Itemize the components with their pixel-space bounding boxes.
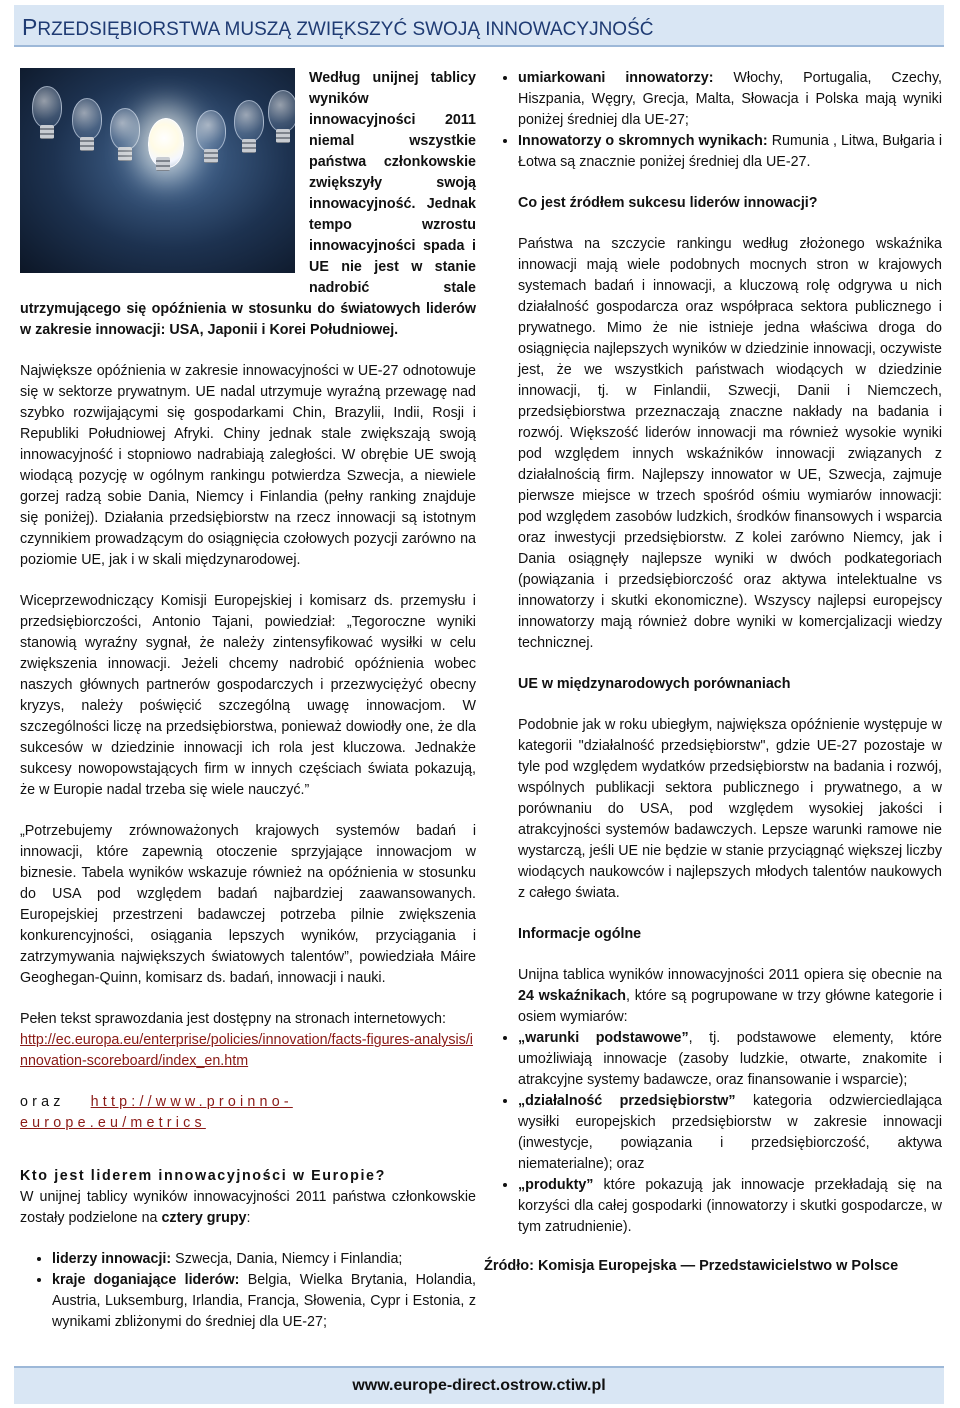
- list-item: • „warunki podstawowe”, tj. podstawowe elementy, które umożliwiają innowacje (zasoby ludzkie, otwarte, znakomite i atrakcyjne systemy badawcze, oraz finansowanie i wsparcie);: [518, 1028, 942, 1091]
- categories-list: [486, 1028, 942, 1238]
- source-note: Źródło: Komisja Europejska — Przedstawicielstwo w Polsce: [484, 1258, 899, 1274]
- paragraph: „Potrzebujemy zrównoważonych krajowych systemów badań i innowacji, które zapewnią otoczenie sprzyjające innowacjom w biznesie. Tabela wyników wskazuje również na opóźnienia w stosunku do USA pod względem badań najbardziej zaawansowanych. Europejskiej przestrzeni badawczej potrzeba pilnie zwiększenia konkurencyjności, osiągania lepszych wyników, przyciągania i zatrzymywania największych światowych talentów”, powiedziała Máire Geoghegan-Quinn, komisarz ds. badań, innowacji i nauki.: [20, 823, 476, 986]
- paragraph: Wiceprzewodniczący Komisji Europejskiej i komisarz ds. przemysłu i przedsiębiorczości, Antonio Tajani, powiedział: „Tegoroczne wyniki stanowią wyraźny sygnał, że należy zintensyfikować wysiłki w celu zwiększenia innowacji. Jeżeli chcemy nadrobić opóźnienia wobec naszych głównych partnerów gospodarczych i przezwyciężyć obecny kryzys, należy poświęcić szczególną uwagę innowacjom. W szczególności liczę na przedsiębiorstwa, ponieważ dowiodły one, że dla sukcesów w dziedzinie innowacji ich rola jest kluczowa. Jednakże sukcesy nowopowstających firm w innych częściach świata pokazują, że w Europie nadal trzeba się wiele nauczyć.”: [20, 593, 476, 798]
- groups-list: [20, 1249, 476, 1333]
- page-title: PRZEDSIĘBIORSTWA MUSZĄ ZWIĘKSZYĆ SWOJĄ INNOWACYJNOŚĆ: [22, 14, 654, 40]
- list-item: • liderzy innowacji: Szwecja, Dania, Niemcy i Finlandia;: [52, 1249, 476, 1270]
- metrics-link[interactable]: http://www.proinno-europe.eu/metrics: [20, 1094, 293, 1131]
- footer-link[interactable]: www.europe-direct.ostrow.ctiw.pl: [352, 1377, 606, 1394]
- paragraph: Pełen tekst sprawozdania jest dostępny na stronach internetowych:: [20, 1011, 446, 1027]
- list-item: • „produkty” które pokazują jak innowacje przekładają się na korzyści dla całej gospodarki (innowatorzy i skutki gospodarcze, w tym zatrudnienie).: [518, 1175, 942, 1238]
- bulb-icon: [196, 110, 226, 152]
- report-link[interactable]: http://ec.europa.eu/enterprise/policies/innovation/facts-figures-analysis/innovation-scoreboard/index_en.htm: [20, 1032, 473, 1069]
- bulb-icon: [72, 98, 102, 140]
- light-bulbs-photo: [20, 68, 295, 273]
- paragraph: Podobnie jak w roku ubiegłym, największa opóźnienie występuje w kategorii "działalność przedsiębiorstw", gdzie UE-27 pozostaje w tyle pod względem wydatków przedsiębiorstw na badania i rozwój, wspólnych publikacji sektora publicznego i prywatnego, a w porównaniu do USA, pod względem wysokiej jakości i atrakcyjności systemów badawczych. Lepsze warunki ramowe nie wystarczą, jeśli UE nie będzie w stanie przyciągnąć większej liczby wiodących naukowców i najlepszych młodych talentów naukowych z całego świata.: [518, 717, 942, 901]
- paragraph: W unijnej tablicy wyników innowacyjności 2011 państwa członkowskie zostały podzielone na cztery grupy:: [20, 1189, 476, 1226]
- groups-list-continued: [486, 68, 942, 173]
- bulb-icon: [32, 86, 62, 128]
- section-heading: Informacje ogólne: [518, 926, 642, 942]
- list-item: • „działalność przedsiębiorstw” kategoria odzwierciedlająca wysiłki europejskich przedsiębiorstw w zakresie innowacji (inwestycje, powiązania i przedsiębiorczość, aktywa niematerialne); oraz: [518, 1091, 942, 1175]
- bulb-icon: [268, 90, 295, 132]
- footer-bar: [14, 1366, 944, 1404]
- list-item: • Innowatorzy o skromnych wynikach: Rumunia , Litwa, Bułgaria i Łotwa są znacznie poniżej średniej dla UE-27.: [518, 131, 942, 173]
- bulb-icon: [110, 108, 140, 150]
- left-column: [20, 68, 476, 1333]
- header-bar: [14, 5, 944, 47]
- oraz-label: oraz: [20, 1094, 65, 1110]
- paragraph: Unijna tablica wyników innowacyjności 2011 opiera się obecnie na 24 wskaźnikach, które są pogrupowane w trzy główne kategorie i osiem wymiarów:: [518, 967, 942, 1025]
- list-item: • kraje doganiające liderów: Belgia, Wielka Brytania, Holandia, Austria, Luksemburg, Irlandia, Francja, Słowenia, Cypr i Estonia, z wynikami zbliżonymi do średniej dla UE-27;: [52, 1270, 476, 1333]
- lit-bulb-icon: [148, 118, 184, 168]
- section-heading: UE w międzynarodowych porównaniach: [518, 676, 791, 692]
- right-column: [484, 68, 943, 1274]
- section-heading: Co jest źródłem sukcesu liderów innowacji?: [518, 195, 818, 211]
- section-heading: Kto jest liderem innowacyjności w Europie?: [20, 1168, 386, 1184]
- paragraph: Największe opóźnienia w zakresie innowacyjności w UE-27 odnotowuje się w sektorze prywatnym. UE nadal utrzymuje wyraźną przewagę nad szybko rozwijającymi się gospodarkami Chin, Brazylii, Indii, Rosji i Republiki Południowej Afryki. Chiny jednak stale zwiększają swoją innowacyjność i stopniowo nadrabiają zaległości. W obrębie UE swoją wiodącą pozycję w ogólnym rankingu potwierdza Szwecja, a niewiele gorzej radzą sobie Dania, Niemcy i Finlandia (pełny ranking znajduje się poniżej). Działania przedsiębiorstw na rzecz innowacji są istotnym czynnikiem prowadzącym do osiągnięcia czołowych pozycji zarówno na poziomie UE, jak i w skali międzynarodowej.: [20, 363, 476, 568]
- paragraph: Państwa na szczycie rankingu według złożonego wskaźnika innowacji mają wiele podobnych mocnych stron w krajowych systemach badań i innowacji, a kluczową rolę odgrywa u nich działalność gospodarcza oraz współpraca sektora publicznego i prywatnego. Mimo że nie istnieje jedna właściwa droga do osiągnięcia najlepszych wyników w dziedzinie innowacji, oczywiste jest, że we wszystkich państwach wiodących w dziedzinie innowacji, tj. w Finlandii, Szwecji, Danii i Niemczech, przedsiębiorstwa przeznaczają znaczne nakłady na badania i rozwój. Większość liderów innowacji ma również wysokie wyniki pod względem innych wskaźników innowacji związanych z działalnością firm. Najlepszy innowator w UE, Szwecja, zajmuje pierwsze miejsce w trzech spośród ośmiu wymiarów innowacji: pod względem zasobów ludzkich, środków finansowych i wsparcia oraz inwestycji przedsiębiorstw. Z kolei zarówno Niemcy, jak i Dania osiągnęły najlepsze wyniki w dwóch podkategoriach (powiązania i przedsiębiorczość oraz aktywa intelektualne vs innowatorzy i skutki ekonomiczne). Wszyscy najlepsi europejscy innowatorzy mają również dobre wyniki w komercjalizacji wiedzy technicznej.: [518, 236, 942, 651]
- bulb-icon: [234, 100, 264, 142]
- list-item: • umiarkowani innowatorzy: Włochy, Portugalia, Czechy, Hiszpania, Węgry, Grecja, Malta, Słowacja i Polska mają wyniki poniżej średniej dla UE-27;: [518, 68, 942, 131]
- intro-text: Według unijnej tablicy wyników innowacyjności 2011 niemal wszystkie państwa członkowskie zwiększyły swoją innowacyjność. Jednak tempo wzrostu innowacyjności spada i UE nie jest w stanie nadrobić stale utrzymującego się opóźnienia w stosunku do światowych liderów w zakresie innowacji: USA, Japonii i Korei Południowej.: [20, 70, 476, 338]
